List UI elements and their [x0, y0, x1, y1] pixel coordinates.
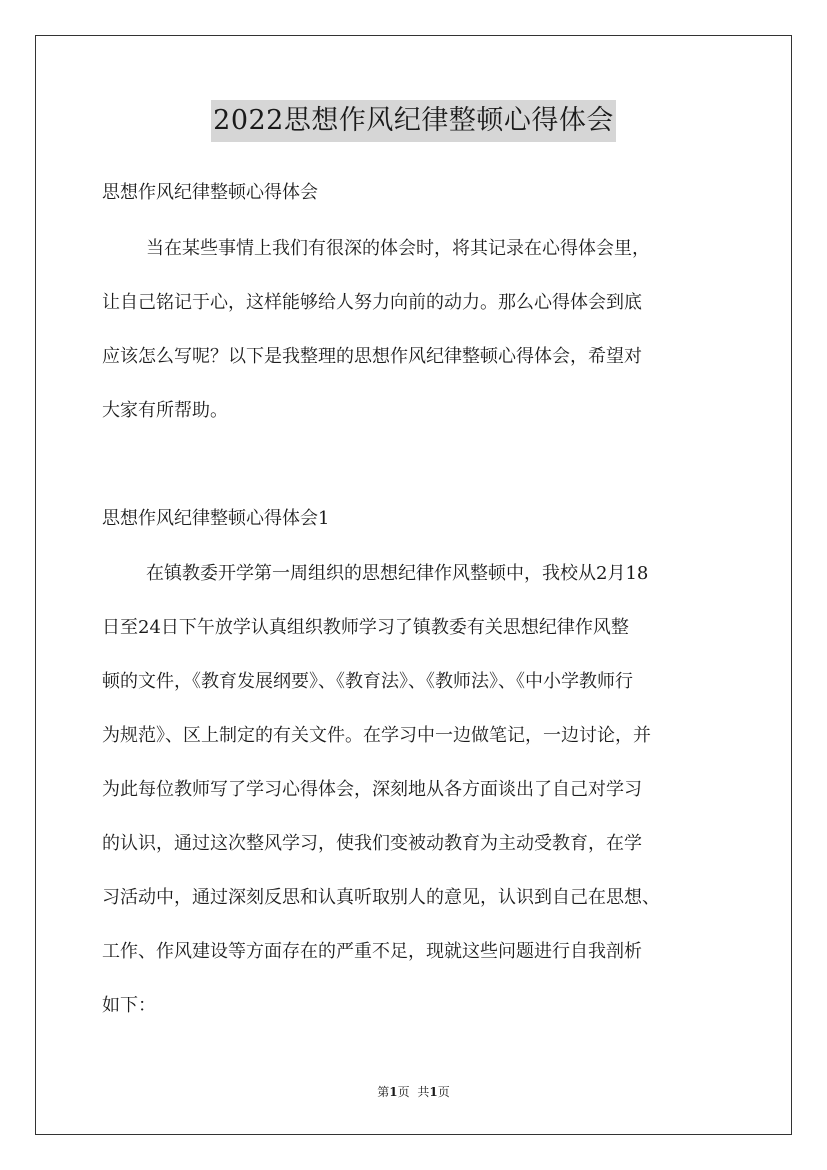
- subtitle: 思想作风纪律整顿心得体会: [102, 182, 318, 203]
- title-wrap: [0, 100, 827, 142]
- section-heading: 思想作风纪律整顿心得体会1: [102, 508, 330, 529]
- body-line: 日至24日下午放学认真组织教师学习了镇教委有关思想纪律作风整: [102, 617, 629, 638]
- footer-page-prefix: 第: [377, 1085, 390, 1099]
- footer-total-number: 1: [429, 1085, 438, 1099]
- footer-total-suffix: 页: [437, 1085, 450, 1099]
- intro-line: 当在某些事情上我们有很深的体会时，将其记录在心得体会里，: [146, 238, 650, 259]
- body-line: 在镇教委开学第一周组织的思想纪律作风整顿中，我校从2月18: [146, 563, 649, 584]
- body-line: 工作、作风建设等方面存在的严重不足，现就这些问题进行自我剖析: [102, 941, 642, 962]
- body-line: 为规范》、区上制定的有关文件。在学习中一边做笔记，一边讨论，并: [102, 725, 651, 746]
- footer-page-number: 1: [389, 1085, 398, 1099]
- body-line: 如下：: [102, 995, 156, 1016]
- intro-line: 大家有所帮助。: [102, 400, 228, 421]
- intro-line: 让自己铭记于心，这样能够给人努力向前的动力。那么心得体会到底: [102, 292, 642, 313]
- body-line: 的认识，通过这次整风学习，使我们变被动教育为主动受教育，在学: [102, 833, 642, 854]
- body-line: 为此每位教师写了学习心得体会，深刻地从各方面谈出了自己对学习: [102, 779, 642, 800]
- body-line: 习活动中，通过深刻反思和认真听取别人的意见，认识到自己在思想、: [102, 887, 660, 908]
- footer-page-suffix: 页: [397, 1085, 410, 1099]
- page-footer: [0, 1083, 827, 1101]
- document-title: 2022思想作风纪律整顿心得体会: [211, 100, 616, 142]
- body-line: 顿的文件，《教育发展纲要》、《教育法》、《教师法》、《中小学教师行: [102, 671, 633, 692]
- footer-total-prefix: 共: [417, 1085, 430, 1099]
- intro-line: 应该怎么写呢？以下是我整理的思想作风纪律整顿心得体会，希望对: [102, 346, 642, 367]
